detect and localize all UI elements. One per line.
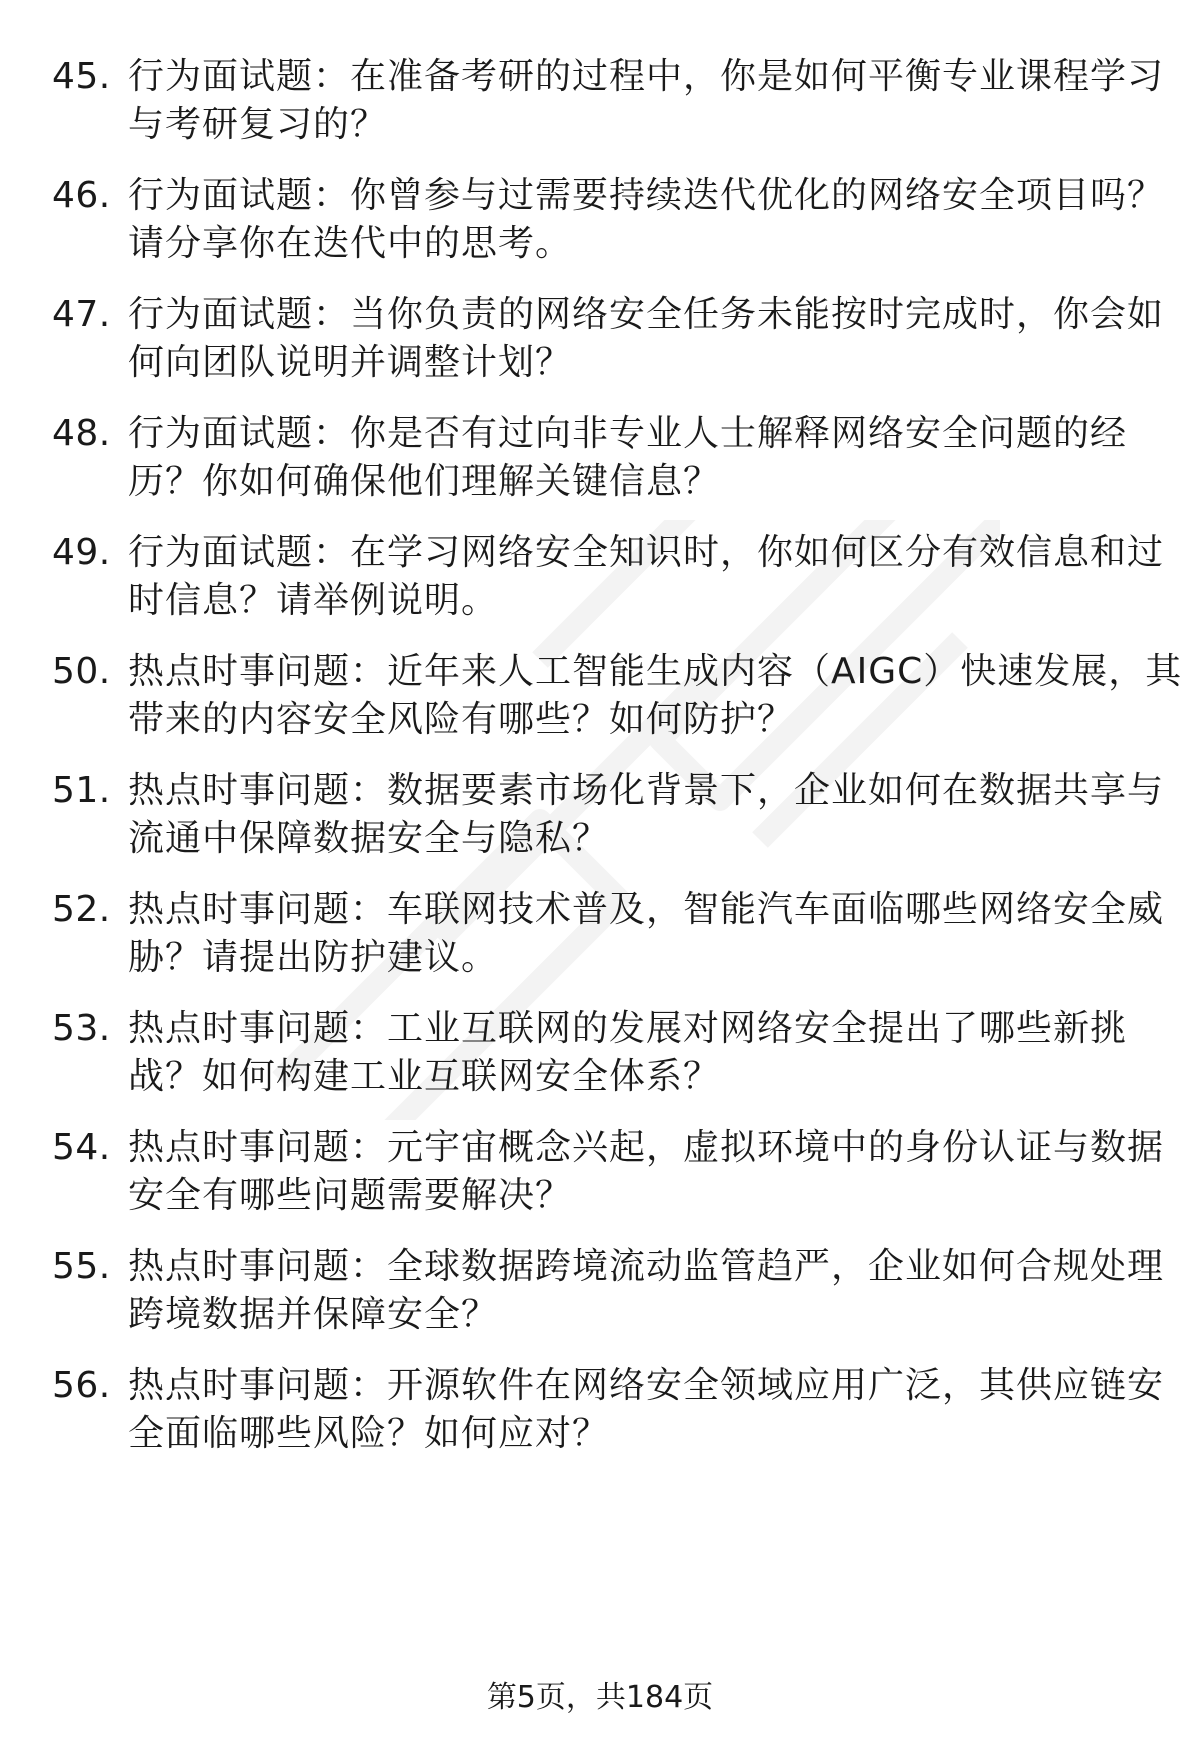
question-number: 47. (52, 294, 111, 335)
page-footer (0, 1678, 1200, 1718)
question-text: 热点时事问题：开源软件在网络安全领域应用广泛，其供应链安全面临哪些风险？如何应对？ (128, 1365, 1165, 1454)
question-text: 行为面试题：在准备考研的过程中，你是如何平衡专业课程学习与考研复习的？ (128, 56, 1165, 145)
question-text: 热点时事问题：工业互联网的发展对网络安全提出了哪些新挑战？如何构建工业互联网安全体系？ (128, 1008, 1128, 1097)
question-number: 54. (52, 1127, 111, 1168)
question-text: 行为面试题：你是否有过向非专业人士解释网络安全问题的经历？你如何确保他们理解关键信息？ (128, 413, 1128, 502)
question-number: 48. (52, 413, 111, 454)
question-number: 50. (52, 651, 111, 692)
question-text: 热点时事问题：近年来人工智能生成内容（AIGC）快速发展，其带来的内容安全风险有哪些？如何防护？ (128, 651, 1183, 740)
question-text: 热点时事问题：全球数据跨境流动监管趋严，企业如何合规处理跨境数据并保障安全？ (128, 1246, 1165, 1335)
question-number: 45. (52, 56, 111, 97)
page-number-label: 第5页，共184页 (486, 1680, 714, 1715)
question-text: 行为面试题：在学习网络安全知识时，你如何区分有效信息和过时信息？请举例说明。 (128, 532, 1165, 621)
question-text: 行为面试题：你曾参与过需要持续迭代优化的网络安全项目吗？请分享你在迭代中的思考。 (128, 175, 1165, 264)
question-number: 46. (52, 175, 111, 216)
question-number: 55. (52, 1246, 111, 1287)
question-text: 热点时事问题：数据要素市场化背景下，企业如何在数据共享与流通中保障数据安全与隐私？ (128, 770, 1165, 859)
question-text: 热点时事问题：元宇宙概念兴起，虚拟环境中的身份认证与数据安全有哪些问题需要解决？ (128, 1127, 1165, 1216)
question-number: 51. (52, 770, 111, 811)
question-number: 56. (52, 1365, 111, 1406)
question-number: 49. (52, 532, 111, 573)
question-number: 52. (52, 889, 111, 930)
question-text: 热点时事问题：车联网技术普及，智能汽车面临哪些网络安全威胁？请提出防护建议。 (128, 889, 1165, 978)
question-text: 行为面试题：当你负责的网络安全任务未能按时完成时，你会如何向团队说明并调整计划？ (128, 294, 1165, 383)
question-number: 53. (52, 1008, 111, 1049)
